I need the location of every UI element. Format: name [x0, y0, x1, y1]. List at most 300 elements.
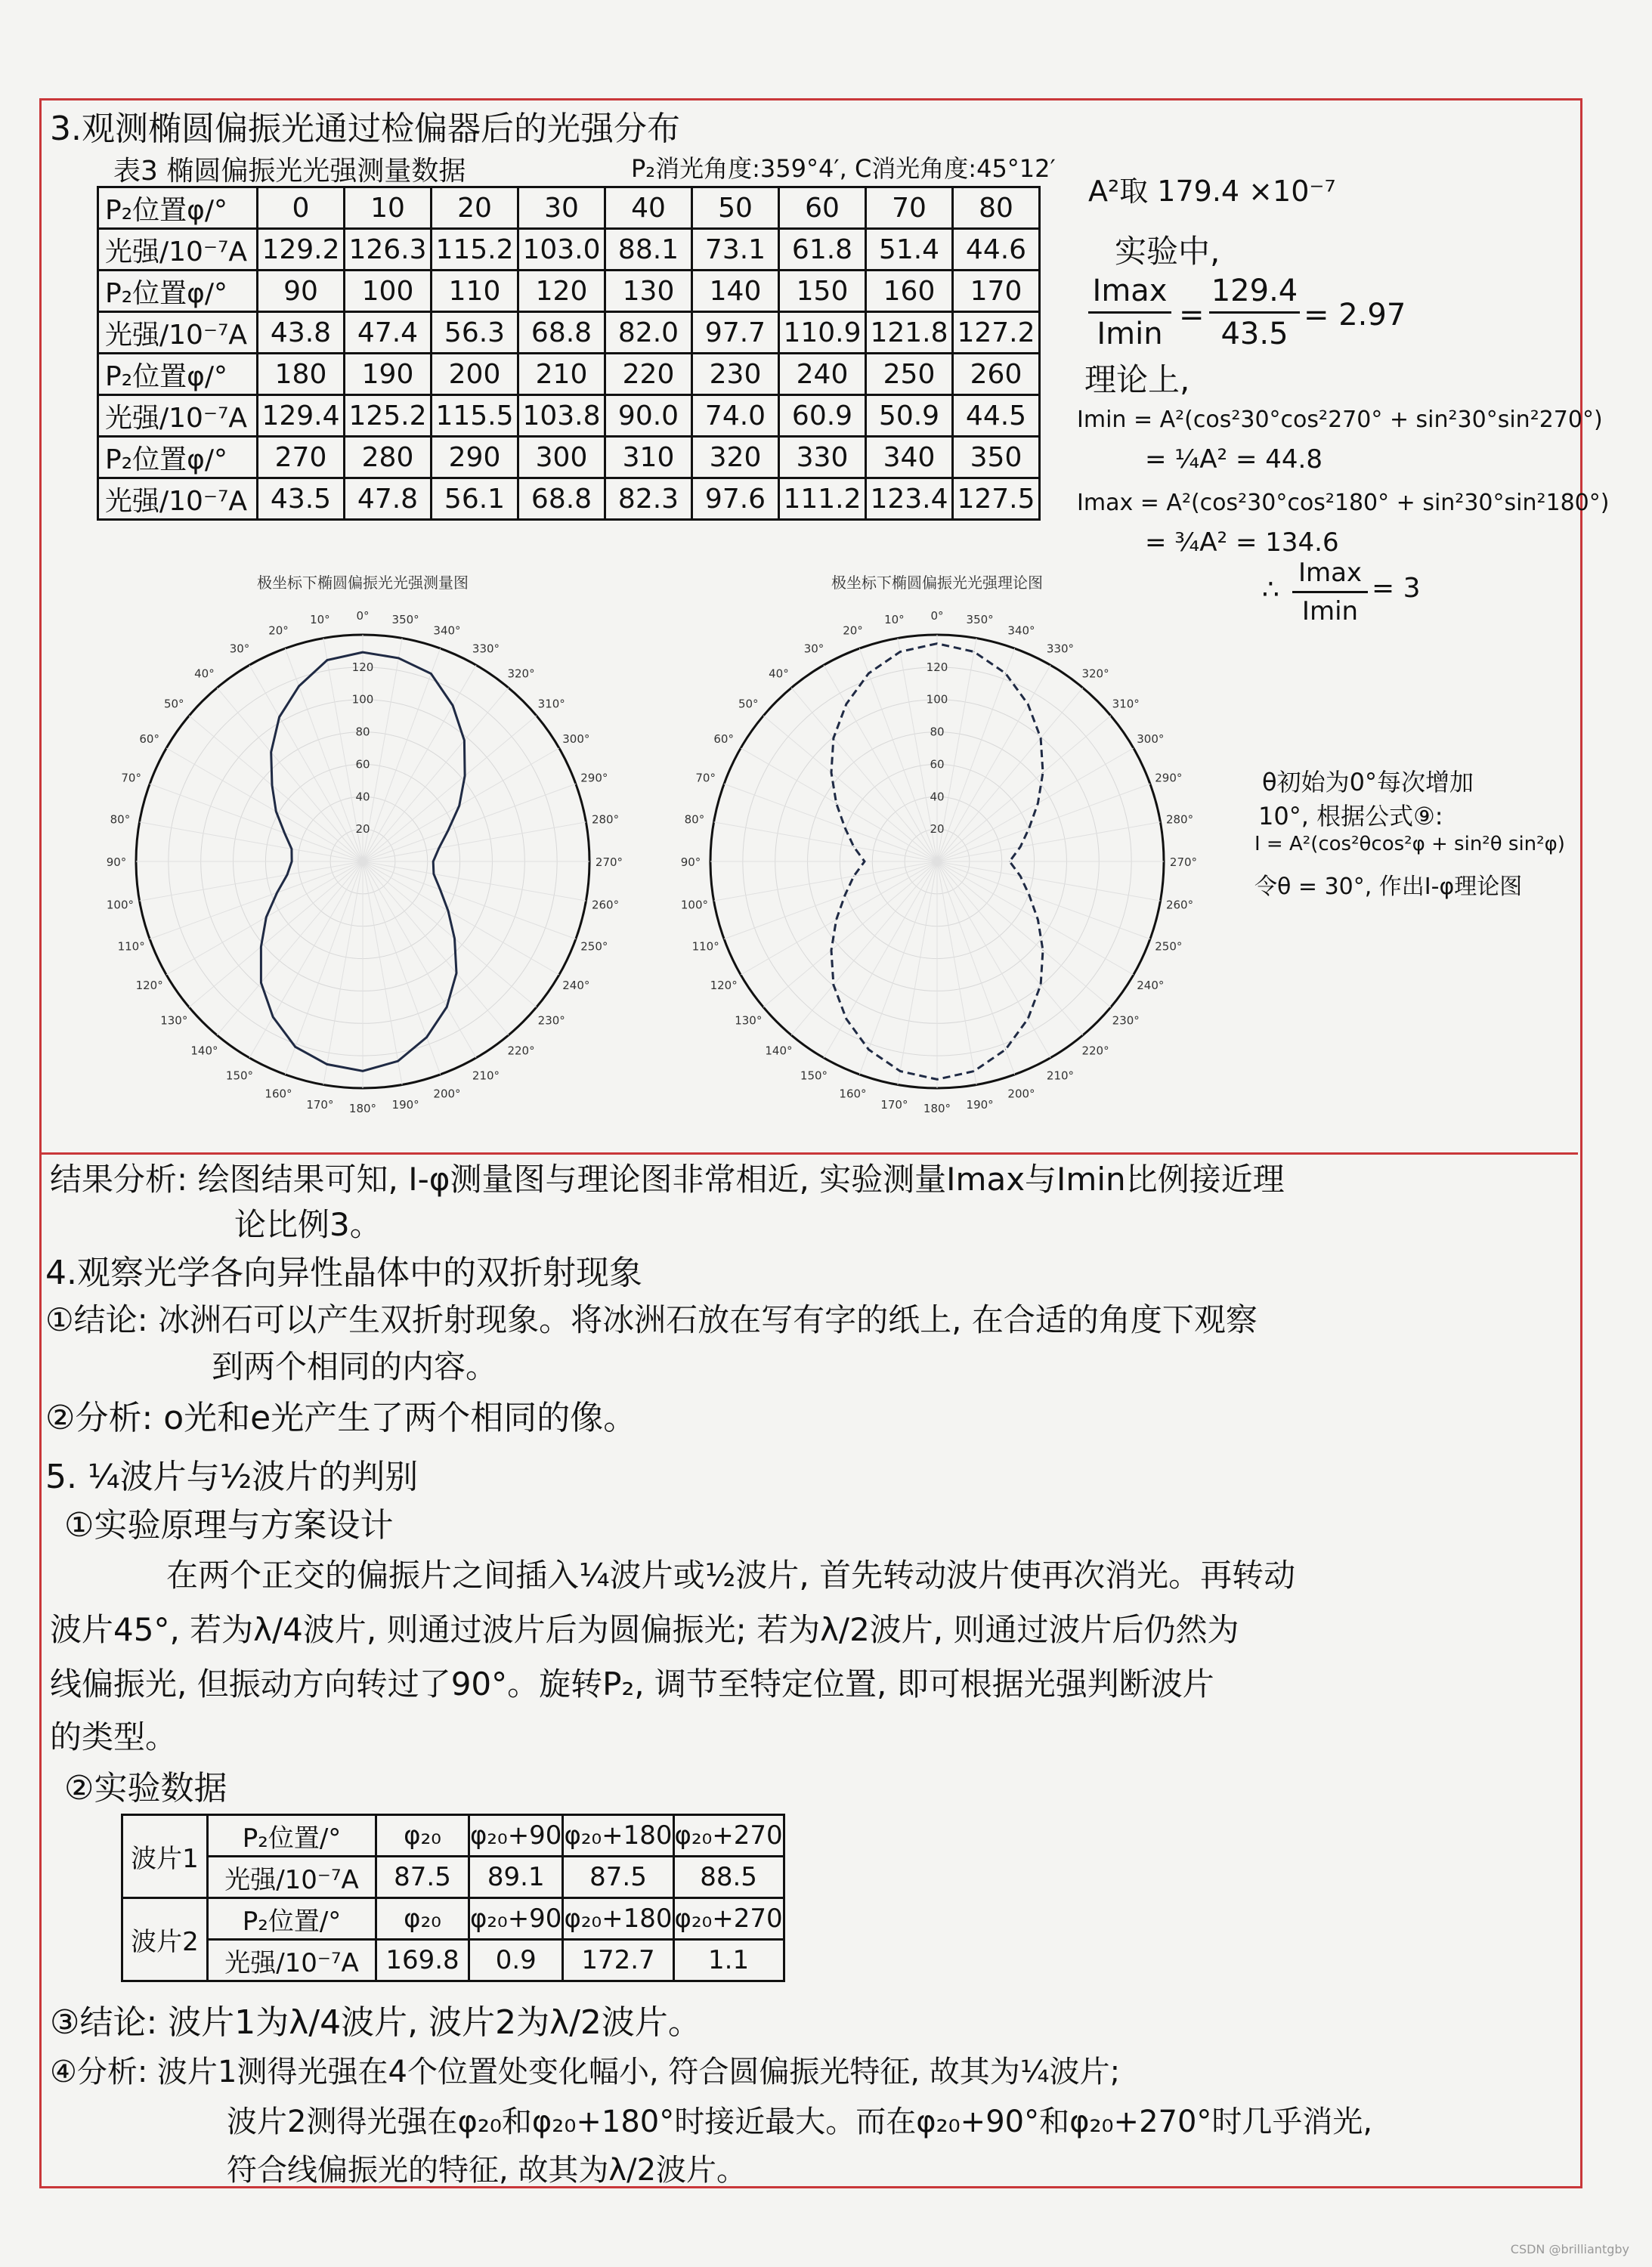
angle-tick-label: 240°: [1137, 979, 1165, 992]
table3-cell: 340: [866, 437, 953, 478]
table3-cell: 280: [345, 437, 432, 478]
table4-group-name: 波片1: [122, 1815, 208, 1898]
r-tick-label: 20: [930, 822, 945, 837]
angle-tick-label: 170°: [880, 1098, 908, 1112]
table3-cell: 200: [432, 354, 518, 395]
angle-tick-label: 280°: [1165, 812, 1194, 827]
table3-cell: 43.8: [258, 312, 345, 354]
angle-tick-label: 130°: [160, 1013, 188, 1028]
data-point: [438, 848, 439, 849]
angle-tick-label: 90°: [106, 855, 127, 869]
table3-row: [98, 187, 1040, 229]
ratio-lhs-num: Imax: [1092, 274, 1168, 308]
table3-cell: 51.4: [866, 229, 953, 271]
table3-cell: 82.3: [605, 478, 692, 520]
r-tick-label: 60: [930, 757, 945, 772]
table3-cell: 320: [692, 437, 779, 478]
radial-line: [937, 688, 1083, 861]
r-tick-label: 40: [930, 790, 945, 804]
angle-tick-label: 310°: [537, 697, 565, 711]
principle-heading: ①实验原理与方案设计: [64, 1506, 394, 1545]
ratio-rhs: [1209, 274, 1300, 351]
table3-row: [98, 437, 1040, 478]
r-tick-label: 100: [351, 692, 374, 707]
r-tick-label: 100: [926, 692, 948, 707]
radial-line: [791, 688, 937, 861]
note-line-2: 10°, 根据公式⑨:: [1258, 802, 1443, 830]
angle-tick-label: 210°: [472, 1069, 500, 1083]
table3-cell: 74.0: [692, 395, 779, 437]
r-tick-label: 60: [355, 757, 370, 772]
angle-tick-label: 320°: [1081, 666, 1109, 681]
angle-tick-label: 80°: [684, 812, 705, 827]
table4-pos-cell: φ₂₀: [376, 1815, 469, 1857]
r-tick-label: 20: [355, 822, 370, 837]
r-tick-label: 80: [930, 725, 945, 739]
radial-line: [724, 861, 937, 939]
final-num: Imax: [1298, 558, 1363, 588]
radial-line: [189, 716, 363, 861]
result-analysis-line1: 结果分析: 绘图结果可知, I-φ测量图与理论图非常相近, 实验测量Imax与Imin比例接近理: [50, 1161, 1285, 1198]
imax-line1: Imax = A²(cos²30°cos²180° + sin²30°sin²180°): [1077, 490, 1610, 516]
table4-pos-label: P₂位置/°: [208, 1898, 376, 1940]
data-point: [1005, 1049, 1006, 1050]
table3-cell: 68.8: [518, 478, 605, 520]
angle-tick-label: 140°: [190, 1044, 218, 1058]
table3-cell: 47.4: [345, 312, 432, 354]
angle-tick-label: 20°: [268, 623, 289, 638]
angle-tick-label: 140°: [765, 1044, 793, 1058]
angle-tick-label: 300°: [1137, 732, 1165, 746]
table3-cell: 127.2: [953, 312, 1040, 354]
table3-cell: 290: [432, 437, 518, 478]
note-line-3: I = A²(cos²θcos²φ + sin²θ sin²φ): [1254, 833, 1565, 855]
angle-tick-label: 30°: [229, 642, 250, 656]
table4-int-cell: 87.5: [376, 1857, 469, 1898]
ratio-num: 129.4: [1211, 274, 1298, 308]
final-ratio: [1292, 558, 1368, 626]
radial-line: [363, 648, 441, 861]
ratio-den: 43.5: [1220, 317, 1288, 351]
radial-line: [217, 861, 363, 1035]
angle-tick-label: 220°: [1081, 1044, 1109, 1058]
r-tick-label: 40: [355, 790, 370, 804]
angle-tick-label: 170°: [306, 1098, 334, 1112]
radial-line: [363, 861, 576, 939]
table3-row: [98, 478, 1040, 520]
angle-tick-label: 180°: [923, 1102, 951, 1115]
table4-int-cell: 0.9: [469, 1940, 563, 1981]
radial-line: [363, 861, 509, 1035]
principle-line-4: 的类型。: [50, 1718, 178, 1755]
radial-line: [189, 861, 363, 1007]
table3-cell: 70: [866, 187, 953, 229]
section4-conclusion-2: 到两个相同的内容。: [212, 1348, 498, 1385]
table3-cell: 110.9: [779, 312, 866, 354]
table3-cell: 103.8: [518, 395, 605, 437]
table3-cell: 210: [518, 354, 605, 395]
imax-line2: = ¾A² = 134.6: [1145, 527, 1339, 558]
data-point: [1020, 876, 1021, 877]
angle-tick-label: 330°: [472, 642, 500, 656]
radial-line: [937, 861, 1083, 1035]
table3-cell: 125.2: [345, 395, 432, 437]
imin-line1: Imin = A²(cos²30°cos²270° + sin²30°sin²270°): [1077, 407, 1603, 433]
table4-int-cell: 88.5: [673, 1857, 784, 1898]
angle-tick-label: 120°: [135, 979, 163, 992]
angle-tick-label: 300°: [562, 732, 590, 746]
table3-row-label: P₂位置φ/°: [98, 437, 258, 478]
table4-pos-cell: φ₂₀+90: [469, 1898, 563, 1940]
final-result: = 3: [1372, 573, 1421, 604]
section5-analysis-3: 符合线偏振光的特征, 故其为λ/2波片。: [227, 2153, 747, 2188]
angle-tick-label: 200°: [1007, 1087, 1035, 1101]
section4-conclusion-1: ①结论: 冰洲石可以产生双折射现象。将冰洲石放在写有字的纸上, 在合适的角度下观察: [45, 1301, 1258, 1338]
table3-cell: 330: [779, 437, 866, 478]
table3-cell: 56.1: [432, 478, 518, 520]
angle-tick-label: 20°: [843, 623, 863, 638]
table3-cell: 129.2: [258, 229, 345, 271]
table3-cell: 90.0: [605, 395, 692, 437]
table3-row: [98, 229, 1040, 271]
section3-heading: 3.观测椭圆偏振光通过检偏器后的光强分布: [50, 110, 680, 148]
table3-cell: 240: [779, 354, 866, 395]
angle-tick-label: 200°: [433, 1087, 461, 1101]
angle-tick-label: 160°: [839, 1087, 867, 1101]
table3-cell: 103.0: [518, 229, 605, 271]
table3-row-label: P₂位置φ/°: [98, 354, 258, 395]
table3-cell: 350: [953, 437, 1040, 478]
table3-cell: 82.0: [605, 312, 692, 354]
table3-cell: 150: [779, 271, 866, 312]
table3-cell: 0: [258, 187, 345, 229]
radial-line: [937, 861, 1150, 939]
polar-chart-measured: [91, 567, 635, 1141]
section5-heading: 5. ¼波片与½波片的判别: [45, 1458, 419, 1496]
data-point: [937, 643, 938, 644]
table3-cell: 111.2: [779, 478, 866, 520]
therefore-symbol: ∴: [1262, 574, 1279, 605]
table4: [121, 1814, 785, 1982]
note-line-1: θ初始为0°每次增加: [1262, 768, 1474, 796]
radial-line: [285, 861, 363, 1075]
angle-tick-label: 30°: [803, 642, 824, 656]
data-point: [284, 833, 285, 834]
table3-row: [98, 395, 1040, 437]
table4-row: [122, 1857, 784, 1898]
radial-line: [724, 784, 937, 861]
angle-tick-label: 60°: [139, 732, 159, 746]
table3-cell: 60.9: [779, 395, 866, 437]
data-point: [431, 673, 432, 674]
data-point: [937, 1079, 938, 1080]
angle-tick-label: 190°: [391, 1098, 419, 1112]
table4-pos-cell: φ₂₀: [376, 1898, 469, 1940]
table3-cell: 47.8: [345, 478, 432, 520]
table3-cell: 20: [432, 187, 518, 229]
angle-tick-label: 270°: [595, 855, 623, 869]
table3-cell: 130: [605, 271, 692, 312]
angle-tick-label: 190°: [966, 1098, 994, 1112]
table3-cell: 44.6: [953, 229, 1040, 271]
table3-cell: 126.3: [345, 229, 432, 271]
data-point: [868, 1049, 869, 1050]
ratio-lhs: [1088, 274, 1171, 351]
data-point: [973, 1071, 974, 1072]
table3-cell: 68.8: [518, 312, 605, 354]
table3-cell: 40: [605, 187, 692, 229]
angle-tick-label: 250°: [580, 939, 608, 954]
angle-tick-label: 260°: [591, 898, 620, 912]
angle-tick-label: 290°: [1155, 771, 1183, 785]
table3-cell: 250: [866, 354, 953, 395]
table3-cell: 73.1: [692, 229, 779, 271]
angle-tick-label: 220°: [507, 1044, 535, 1058]
section4-heading: 4.观察光学各向异性晶体中的双折射现象: [45, 1254, 642, 1292]
radial-line: [217, 688, 363, 861]
table3-cell: 30: [518, 187, 605, 229]
radial-line: [791, 861, 937, 1035]
angle-tick-label: 260°: [1165, 898, 1194, 912]
table3: [97, 186, 1041, 521]
angle-tick-label: 320°: [507, 666, 535, 681]
chart-title: 极坐标下椭圆偏振光光强测量图: [257, 574, 469, 592]
data-point: [454, 938, 455, 939]
angle-tick-label: 310°: [1112, 697, 1140, 711]
table4-int-cell: 1.1: [673, 1940, 784, 1981]
table3-cell: 43.5: [258, 478, 345, 520]
radial-line: [150, 861, 363, 939]
table3-cell: 10: [345, 187, 432, 229]
table4-row: [122, 1940, 784, 1981]
table3-cell: 160: [866, 271, 953, 312]
table3-cell: 170: [953, 271, 1040, 312]
radial-line: [937, 648, 1015, 861]
table3-cell: 100: [345, 271, 432, 312]
angle-tick-label: 100°: [680, 898, 709, 912]
r-tick-label: 120: [926, 660, 948, 674]
radial-line: [285, 648, 363, 861]
data-point: [853, 876, 854, 877]
table3-cell: 88.1: [605, 229, 692, 271]
table4-int-cell: 87.5: [563, 1857, 673, 1898]
table4-int-cell: 172.7: [563, 1940, 673, 1981]
radial-line: [363, 861, 441, 1075]
data-point: [276, 811, 277, 812]
angle-tick-label: 90°: [680, 855, 701, 869]
table4-int-label: 光强/10⁻⁷A: [208, 1940, 376, 1981]
angle-tick-label: 60°: [713, 732, 734, 746]
data-point: [363, 1071, 364, 1072]
table3-cell: 60: [779, 187, 866, 229]
table3-row: [98, 312, 1040, 354]
table3-cell: 44.5: [953, 395, 1040, 437]
radial-line: [150, 784, 363, 861]
table4-pos-cell: φ₂₀+180: [563, 1898, 673, 1940]
imin-line2: = ¼A² = 44.8: [1145, 444, 1323, 475]
principle-line-1: 在两个正交的偏振片之间插入¼波片或½波片, 首先转动波片使再次消光。再转动: [166, 1557, 1296, 1594]
table3-cell: 90: [258, 271, 345, 312]
table3-cell: 129.4: [258, 395, 345, 437]
angle-tick-label: 340°: [433, 623, 461, 638]
angle-tick-label: 240°: [562, 979, 590, 992]
table4-pos-cell: φ₂₀+90: [469, 1815, 563, 1857]
radial-line: [363, 861, 537, 1007]
r-tick-label: 120: [351, 660, 374, 674]
table4-int-label: 光强/10⁻⁷A: [208, 1857, 376, 1898]
data-point: [1043, 772, 1044, 773]
table3-cell: 97.6: [692, 478, 779, 520]
table4-pos-cell: φ₂₀+270: [673, 1898, 784, 1940]
table3-row-label: 光强/10⁻⁷A: [98, 312, 258, 354]
angle-tick-label: 150°: [800, 1069, 828, 1083]
table4-pos-cell: φ₂₀+270: [673, 1815, 784, 1857]
table3-caption: 表3 椭圆偏振光光强测量数据: [113, 156, 466, 187]
data-point: [1005, 673, 1006, 674]
data-point: [973, 651, 974, 652]
table4-int-cell: 89.1: [469, 1857, 563, 1898]
table3-row-label: 光强/10⁻⁷A: [98, 395, 258, 437]
ratio-result: = 2.97: [1304, 298, 1406, 332]
table3-cell: 127.5: [953, 478, 1040, 520]
table3-row: [98, 354, 1040, 395]
table3-cell: 50.9: [866, 395, 953, 437]
table3-cell: 61.8: [779, 229, 866, 271]
angle-tick-label: 80°: [110, 812, 131, 827]
angle-tick-label: 40°: [194, 666, 215, 681]
data-point: [1020, 846, 1021, 847]
table3-row-label: P₂位置φ/°: [98, 187, 258, 229]
table3-cell: 190: [345, 354, 432, 395]
angle-tick-label: 110°: [117, 939, 145, 954]
angle-tick-label: 70°: [121, 771, 141, 785]
table3-cell: 230: [692, 354, 779, 395]
a2-value: A²取 179.4 ×10⁻⁷: [1088, 175, 1336, 208]
final-den: Imin: [1301, 596, 1359, 626]
angle-tick-label: 270°: [1169, 855, 1198, 869]
table3-row-label: P₂位置φ/°: [98, 271, 258, 312]
table4-row: [122, 1815, 784, 1857]
data-point: [1043, 950, 1044, 951]
table3-row: [98, 271, 1040, 312]
angle-tick-label: 350°: [966, 612, 994, 626]
table4-group-name: 波片2: [122, 1898, 208, 1981]
data-point: [868, 673, 869, 674]
angle-tick-label: 210°: [1046, 1069, 1075, 1083]
table3-cell: 220: [605, 354, 692, 395]
angle-tick-label: 160°: [265, 1087, 292, 1101]
result-analysis-line2: 论比例3。: [234, 1206, 382, 1243]
chart-title: 极坐标下椭圆偏振光光强理论图: [831, 574, 1043, 592]
data-point: [900, 1071, 901, 1072]
data-point: [286, 874, 287, 875]
section5-conclusion: ③结论: 波片1为λ/4波片, 波片2为λ/2波片。: [50, 2003, 701, 2042]
radial-line: [937, 861, 1015, 1075]
data-point: [272, 785, 273, 786]
angle-tick-label: 70°: [695, 771, 716, 785]
angle-tick-label: 50°: [738, 697, 759, 711]
data-point: [363, 652, 364, 653]
table4-row: [122, 1898, 784, 1940]
table3-cell: 300: [518, 437, 605, 478]
data-point: [900, 651, 901, 652]
radial-line: [859, 648, 937, 861]
data-point: [465, 775, 466, 776]
angle-tick-label: 110°: [691, 939, 719, 954]
angle-tick-label: 280°: [591, 812, 620, 827]
angle-tick-label: 10°: [884, 612, 905, 626]
angle-tick-label: 340°: [1007, 623, 1035, 638]
table3-row-label: 光强/10⁻⁷A: [98, 229, 258, 271]
watermark: CSDN @brilliantgby: [1510, 2242, 1629, 2256]
angle-tick-label: 120°: [710, 979, 738, 992]
angle-tick-label: 290°: [580, 771, 608, 785]
angle-tick-label: 100°: [106, 898, 135, 912]
table3-cell: 121.8: [866, 312, 953, 354]
table3-cell: 56.3: [432, 312, 518, 354]
angle-tick-label: 0°: [930, 609, 944, 623]
experiment-label: 实验中,: [1115, 233, 1220, 270]
data-point: [279, 716, 280, 717]
table3-cell: 80: [953, 187, 1040, 229]
table3-cell: 180: [258, 354, 345, 395]
principle-line-3: 线偏振光, 但振动方向转过了90°。旋转P₂, 调节至特定位置, 即可根据光强判断波片: [50, 1665, 1214, 1703]
angle-tick-label: 40°: [769, 666, 789, 681]
ratio-lhs-den: Imin: [1097, 317, 1163, 351]
table3-cell: 50: [692, 187, 779, 229]
angle-tick-label: 10°: [310, 612, 330, 626]
angle-tick-label: 330°: [1046, 642, 1075, 656]
table4-int-cell: 169.8: [376, 1940, 469, 1981]
principle-line-2: 波片45°, 若为λ/4波片, 则通过波片后为圆偏振光; 若为λ/2波片, 则通过波片后仍然为: [50, 1611, 1239, 1648]
table4-pos-label: P₂位置/°: [208, 1815, 376, 1857]
polar-chart-theory: [665, 567, 1209, 1141]
radial-line: [937, 784, 1150, 861]
angle-tick-label: 230°: [537, 1013, 565, 1028]
table4-pos-cell: φ₂₀+180: [563, 1815, 673, 1857]
data-point: [426, 1037, 427, 1038]
data-point: [440, 889, 441, 890]
angle-tick-label: 180°: [348, 1102, 377, 1115]
table3-cell: 97.7: [692, 312, 779, 354]
angle-tick-label: 0°: [356, 609, 370, 623]
table3-cell: 110: [432, 271, 518, 312]
table3-cell: 270: [258, 437, 345, 478]
angle-tick-label: 350°: [391, 612, 419, 626]
radial-line: [859, 861, 937, 1075]
table3-cell: 140: [692, 271, 779, 312]
angle-tick-label: 50°: [163, 697, 184, 711]
theory-label: 理论上,: [1084, 361, 1190, 398]
radial-line: [363, 688, 509, 861]
radial-line: [363, 784, 576, 861]
table3-cell: 120: [518, 271, 605, 312]
r-tick-label: 80: [355, 725, 370, 739]
table3-row-label: 光强/10⁻⁷A: [98, 478, 258, 520]
angle-tick-label: 230°: [1112, 1013, 1140, 1028]
table3-cell: 115.2: [432, 229, 518, 271]
angle-tick-label: 150°: [225, 1069, 254, 1083]
data-point: [273, 1016, 274, 1017]
table3-cell: 115.5: [432, 395, 518, 437]
data-point: [464, 740, 465, 741]
angle-tick-label: 130°: [735, 1013, 763, 1028]
table3-cell: 123.4: [866, 478, 953, 520]
data-point: [853, 846, 854, 847]
data-point: [433, 861, 434, 862]
table3-cell: 260: [953, 354, 1040, 395]
radial-line: [937, 716, 1111, 861]
